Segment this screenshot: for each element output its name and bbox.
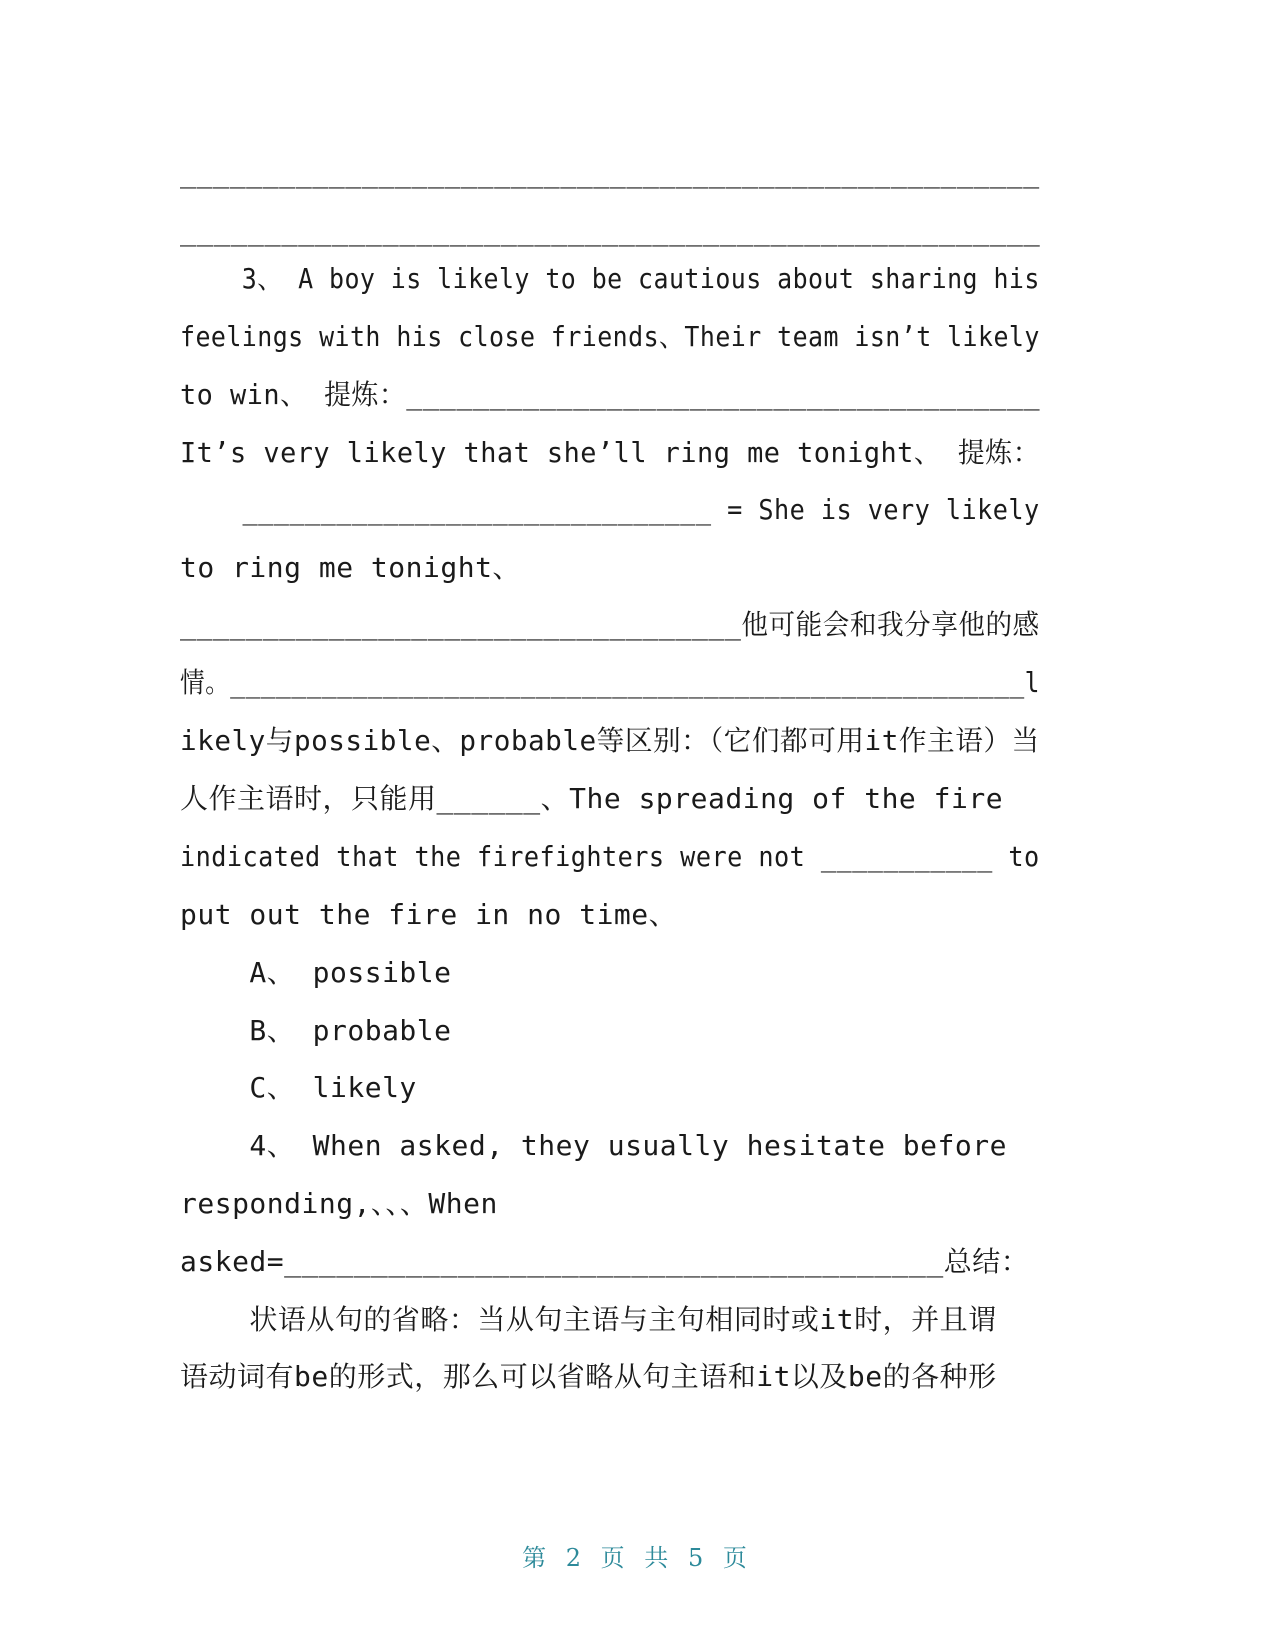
summary-line-1: 状语从句的省略：当从句主语与主句相同时或it时，并且谓 bbox=[180, 1303, 997, 1336]
question-3-line-3: to win、 提炼：______________________________________ bbox=[180, 378, 1041, 411]
summary-line-2: 语动词有be的形式，那么可以省略从句主语和it以及be的各种形 bbox=[180, 1360, 997, 1393]
question-3-line-8: 情。____________________________________________________l bbox=[180, 666, 1040, 699]
question-4-line-1: 4、 When asked, they usually hesitate before bbox=[180, 1129, 1007, 1162]
option-b: B、 probable bbox=[180, 1014, 452, 1047]
question-4-line-3: asked=______________________________________总结： bbox=[180, 1245, 1030, 1278]
question-3-line-7: __________________________________他可能会和我分享他的感 bbox=[180, 608, 1040, 641]
question-3-line-4: It’s very likely that she’ll ring me tonight、 提炼： bbox=[180, 436, 1041, 469]
option-a: A、 possible bbox=[180, 956, 452, 989]
question-3-line-11: indicated that the firefighters were not ___________ to bbox=[180, 840, 1040, 873]
question-3-line-6: to ring me tonight、 bbox=[180, 551, 521, 584]
question-3-line-9: ikely与possible、probable等区别：（它们都可用it作主语）当 bbox=[180, 724, 1040, 757]
answer-blank-line-2: ___________________________________________________ bbox=[180, 214, 1041, 247]
page-footer: 第 2 页 共 5 页 bbox=[522, 1544, 753, 1572]
question-3-line-12: put out the fire in no time、 bbox=[180, 898, 678, 931]
answer-blank-line-1: ____________________________________________________ bbox=[180, 156, 1040, 189]
question-3-line-10: 人作主语时，只能用______、The spreading of the fire bbox=[180, 782, 1004, 815]
question-3-line-2: feelings with his close friends、Their team isn’t likely bbox=[180, 320, 1040, 353]
question-3-line-1: 3、 A boy is likely to be cautious about sharing his bbox=[180, 262, 1040, 295]
option-c: C、 likely bbox=[180, 1071, 417, 1104]
question-3-line-5: ______________________________ = She is very likely bbox=[180, 493, 1040, 526]
question-4-line-2: responding,、、、When bbox=[180, 1187, 498, 1220]
